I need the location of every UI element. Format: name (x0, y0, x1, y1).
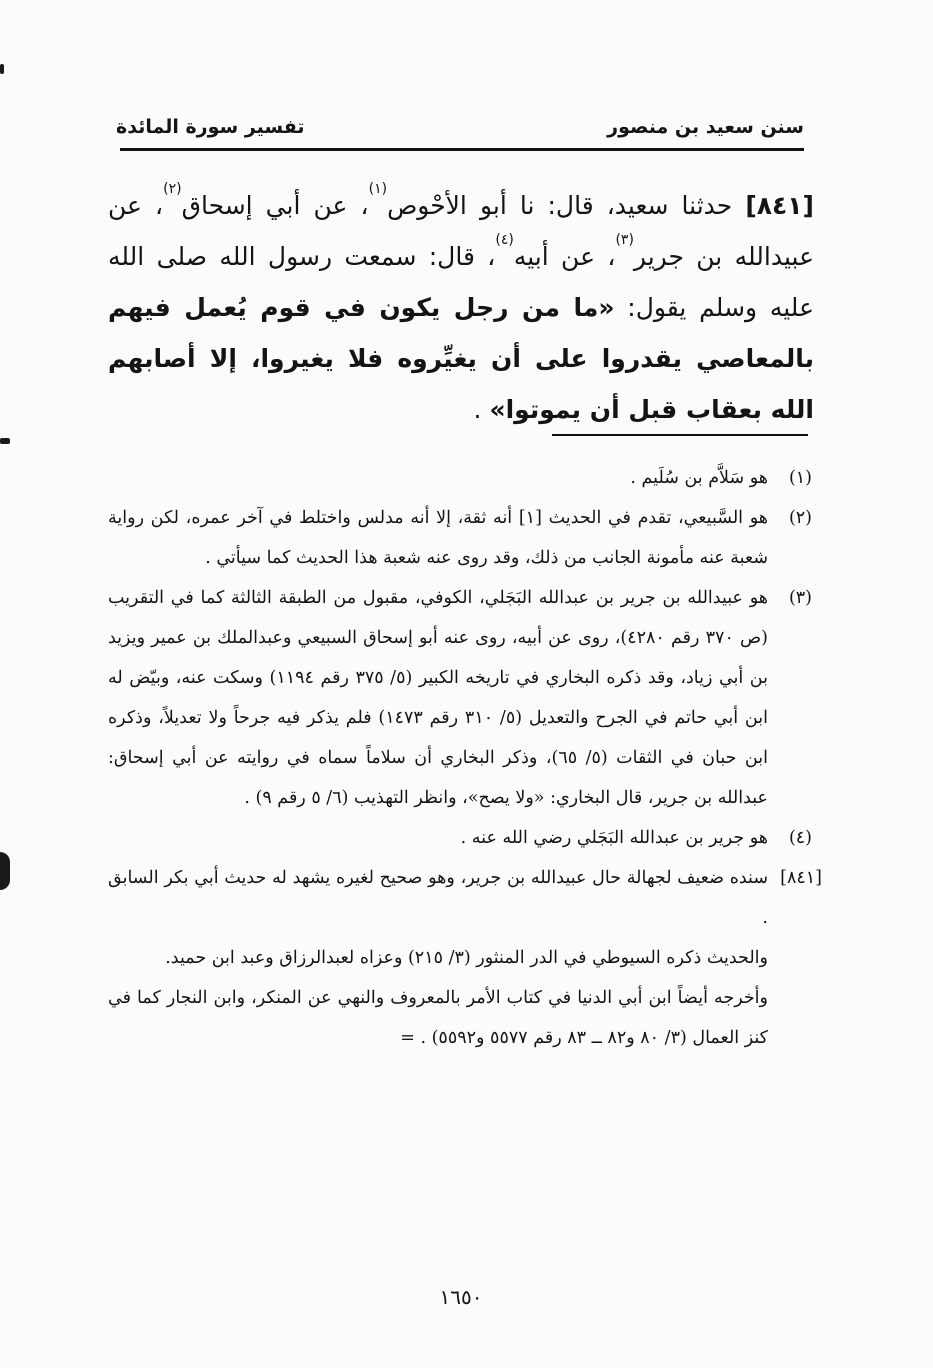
page-number: ١٦٥٠ (439, 1285, 483, 1309)
hadith-matn: «ما من رجل يكون في قوم يُعمل فيهم بالمعاصي يقدروا على أن يغيِّروه فلا يغيروا، إلا أصابهم الله بعقاب قبل أن يموتوا» (108, 293, 814, 424)
scan-edge-mark (0, 852, 10, 890)
footnotes (108, 458, 822, 1058)
footnote-text: هو سَلاَّم بن سُلَيم . (630, 468, 768, 488)
isnad-text: ، قال: سمعت رسول الله صلى الله عليه وسلم يقول: (108, 242, 814, 322)
grading-marker: [٨٤١] (780, 868, 822, 888)
isnad-text: حدثنا سعيد، قال: نا أبو الأحْوص (387, 191, 733, 220)
footnote-item (108, 498, 814, 578)
isnad-text: ، عن أبيه (513, 242, 616, 271)
footnote-separator (552, 434, 808, 436)
hadith-text (108, 180, 814, 435)
running-header (108, 116, 814, 144)
footnote-text: هو السَّبيعي، تقدم في الحديث [١] أنه ثقة، إلا أنه مدلس واختلط في آخر عمره، لكن رواية شعبة عنه مأمونة الجانب من ذلك، وقد روى عنه شعبة هذا الحديث كما سيأتي . (108, 508, 768, 568)
footnote-ref: (٢) (163, 181, 182, 197)
book-page (108, 0, 822, 1368)
hadith-end: . (473, 395, 490, 424)
footnote-marker: (١) (788, 468, 812, 488)
footnote-item (108, 818, 814, 858)
header-rule (120, 148, 804, 151)
footnote-ref: (١) (368, 181, 388, 197)
footnote-marker: (٤) (788, 828, 812, 848)
book-title: سنن سعيد بن منصور (607, 116, 804, 138)
isnad-text: ، عن عبيدالله بن جرير (108, 191, 814, 271)
footnote-text: هو عبيدالله بن جرير بن عبدالله البَجَلي، الكوفي، مقبول من الطبقة الثالثة كما في التقريب (ص ٣٧٠ رقم ٤٢٨٠)، روى عن أبيه، روى عنه أبو إسحاق السبيعي وعبدالملك بن عمير ويزيد بن أبي زياد، وقد ذكره البخاري في تاريخه الكبير (٥/ ٣٧٥ رقم ١١٩٤) وسكت عنه، وبيّض له ابن أبي حاتم في الجرح والتعديل (٥/ ٣١٠ رقم ١٤٧٣) فلم يذكر فيه جرحاً ولا تعديلاً، وذكره ابن حبان في الثقات (٥/ ٦٥)، وذكر البخاري أن سلاماً سماه في روايته عن أبي إسحاق: عبدالله بن جرير، قال البخاري: «ولا يصح»، وانظر التهذيب (٦/ ٥ رقم ٩) . (108, 588, 768, 808)
hadith-grading (108, 858, 822, 938)
footnote-ref: (٣) (615, 232, 634, 248)
isnad-text: ، عن أبي إسحاق (181, 191, 369, 220)
hadith-number: [٨٤١] (745, 191, 814, 220)
footnote-marker: (٣) (788, 588, 812, 608)
grading-paragraph: وأخرجه أيضاً ابن أبي الدنيا في كتاب الأمر بالمعروف والنهي عن المنكر، وابن النجار كما في كنز العمال (٣/ ٨٠ و٨٢ ــ ٨٣ رقم ٥٥٧٧ و٥٥٩٢) . = (108, 988, 768, 1048)
footnote-item (108, 458, 814, 498)
footnote-marker: (٢) (788, 508, 812, 528)
scan-edge-mark (0, 64, 4, 74)
section-title: تفسير سورة المائدة (116, 116, 305, 138)
grading-text: سنده ضعيف لجهالة حال عبيدالله بن جرير، وهو صحيح لغيره يشهد له حديث أبي بكر السابق . (108, 868, 768, 928)
scan-edge-mark (0, 438, 10, 444)
footnote-text: هو جرير بن عبدالله البَجَلي رضي الله عنه . (460, 828, 768, 848)
grading-paragraph: والحديث ذكره السيوطي في الدر المنثور (٣/ ٢١٥) وعزاه لعبدالرزاق وعبد ابن حميد. (165, 948, 768, 968)
footnote-ref: (٤) (495, 232, 514, 248)
footnote-item (108, 578, 814, 818)
